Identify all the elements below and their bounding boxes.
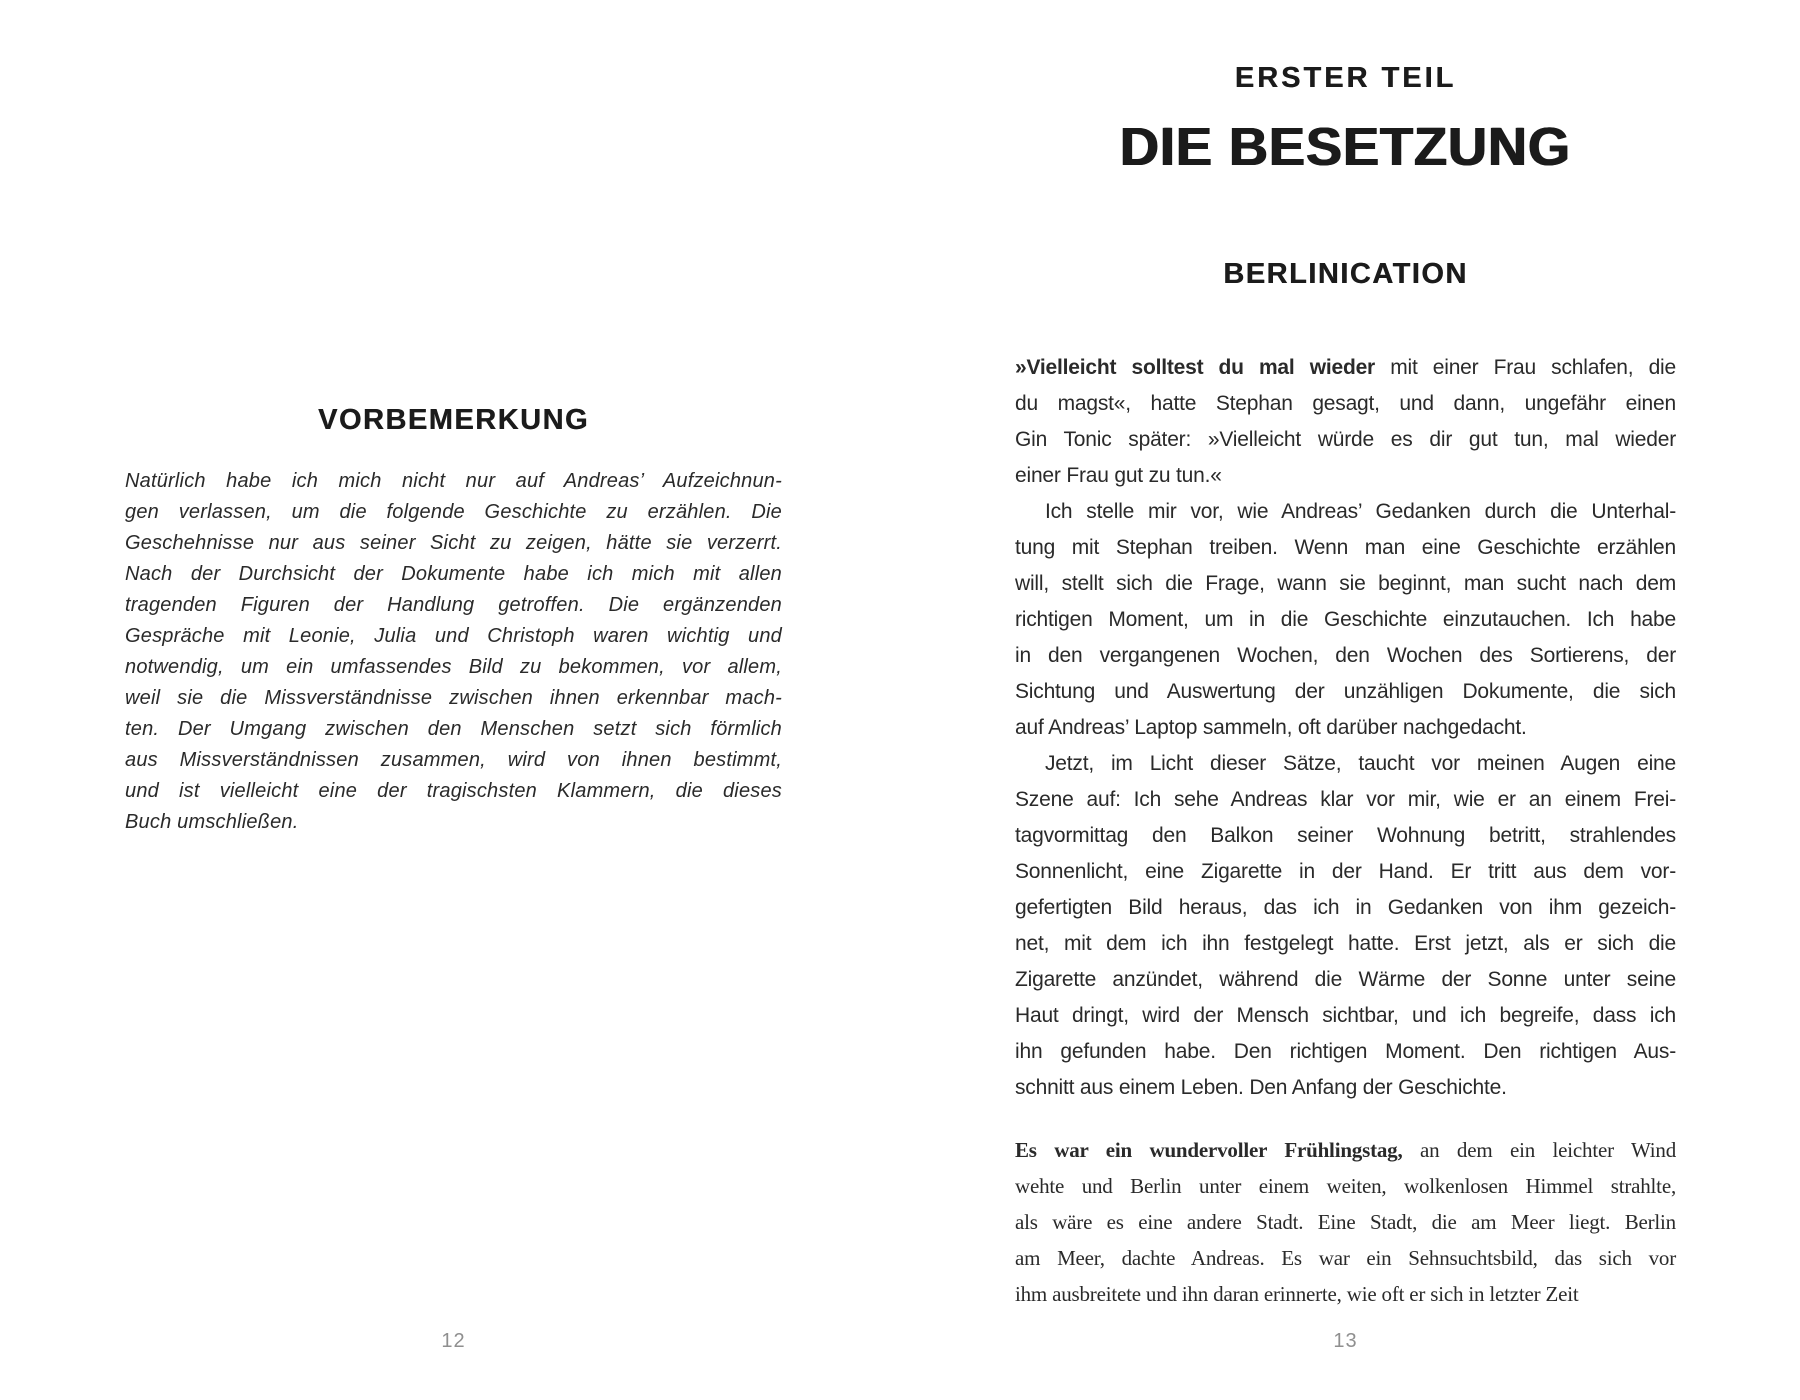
body-paragraph-4 (1015, 1132, 1676, 1312)
bold-lead-in: Es war ein wundervoller Frühlingstag, (1015, 1138, 1403, 1162)
text-line: tung mit Stephan treiben. Wenn man eine Geschichte erzählen (1015, 536, 1676, 559)
text-line: richtigen Moment, um in die Geschichte einzutauchen. Ich habe (1015, 608, 1676, 631)
text-line: Ich stelle mir vor, wie Andreas’ Gedanken durch die Unterhal- (1045, 500, 1676, 523)
text-line: aus Missverständnissen zusammen, wird von ihnen bestimmt, (125, 749, 782, 771)
text-line: tragenden Figuren der Handlung getroffen. Die ergänzenden (125, 594, 782, 616)
text-line: einer Frau gut zu tun.« (1015, 464, 1222, 487)
text-line: »Vielleicht solltest du mal wieder mit einer Frau schlafen, die (1015, 356, 1676, 379)
chapter-heading: BERLINICATION (1223, 258, 1468, 290)
text-line: Natürlich habe ich mich nicht nur auf Andreas’ Aufzeichnun- (125, 470, 782, 492)
text-line: du magst«, hatte Stephan gesagt, und dann, ungefähr einen (1015, 392, 1676, 415)
left-page (125, 0, 782, 1400)
body-paragraph-3 (1015, 746, 1676, 1106)
right-text-block (1015, 350, 1676, 1312)
preface-heading: VORBEMERKUNG (318, 404, 589, 436)
text-line: ihn gefunden habe. Den richtigen Moment. Den richtigen Aus- (1015, 1040, 1676, 1063)
text-line: weil sie die Missverständnisse zwischen ihnen erkennbar mach- (125, 687, 782, 709)
text-line: gefertigten Bild heraus, das ich in Gedanken von ihm gezeich- (1015, 896, 1676, 919)
text-line: ihm ausbreitete und ihn daran erinnerte, wie oft er sich in letzter Zeit (1015, 1282, 1579, 1306)
text-line: in den vergangenen Wochen, den Wochen des Sortierens, der (1015, 644, 1676, 667)
bold-lead-in: »Vielleicht solltest du mal wieder (1015, 356, 1376, 379)
text-line: als wäre es eine andere Stadt. Eine Stadt, die am Meer liegt. Berlin (1015, 1210, 1676, 1234)
text-line: Gespräche mit Leonie, Julia und Christoph waren wichtig und (125, 625, 782, 647)
text-line: will, stellt sich die Frage, wann sie beginnt, man sucht nach dem (1015, 572, 1676, 595)
text-line: Gin Tonic später: »Vielleicht würde es dir gut tun, mal wieder (1015, 428, 1676, 451)
page-number-left: 12 (441, 1330, 466, 1352)
text-line: am Meer, dachte Andreas. Es war ein Sehnsuchtsbild, das sich vor (1015, 1246, 1676, 1270)
text-line: tagvormittag den Balkon seiner Wohnung betritt, strahlendes (1015, 824, 1676, 847)
text-line: Szene auf: Ich sehe Andreas klar vor mir, wie er an einem Frei- (1015, 788, 1676, 811)
text-line: wehte und Berlin unter einem weiten, wolkenlosen Himmel strahlte, (1015, 1174, 1676, 1198)
text-line: Haut dringt, wird der Mensch sichtbar, und ich begreife, dass ich (1015, 1004, 1676, 1027)
text-line: Es war ein wundervoller Frühlingstag, an dem ein leichter Wind (1015, 1138, 1676, 1162)
text-line: Sonnenlicht, eine Zigarette in der Hand. Er tritt aus dem vor- (1015, 860, 1676, 883)
body-paragraph-1 (1015, 350, 1676, 494)
text-line: Buch umschließen. (125, 811, 299, 833)
text-line: gen verlassen, um die folgende Geschichte zu erzählen. Die (125, 501, 782, 523)
text-line: Jetzt, im Licht dieser Sätze, taucht vor meinen Augen eine (1045, 752, 1676, 775)
text-line: Geschehnisse nur aus seiner Sicht zu zeigen, hätte sie verzerrt. (125, 532, 782, 554)
text-line: notwendig, um ein umfassendes Bild zu bekommen, vor allem, (125, 656, 782, 678)
text-line: auf Andreas’ Laptop sammeln, oft darüber nachgedacht. (1015, 716, 1527, 739)
text-line: schnitt aus einem Leben. Den Anfang der Geschichte. (1015, 1076, 1507, 1099)
part-title: DIE BESETZUNG (1119, 117, 1572, 177)
text-line: net, mit dem ich ihn festgelegt hatte. Erst jetzt, als er sich die (1015, 932, 1676, 955)
text-line: und ist vielleicht eine der tragischsten Klammern, die dieses (125, 780, 782, 802)
page-number-right: 13 (1333, 1330, 1358, 1352)
body-paragraph-2 (1015, 494, 1676, 746)
preface-paragraph (125, 466, 782, 838)
text-line: ten. Der Umgang zwischen den Menschen setzt sich förmlich (125, 718, 782, 740)
text-line: Zigarette anzündet, während die Wärme der Sonne unter seine (1015, 968, 1676, 991)
text-line: Sichtung und Auswertung der unzähligen Dokumente, die sich (1015, 680, 1676, 703)
text-line: Nach der Durchsicht der Dokumente habe ich mich mit allen (125, 563, 782, 585)
right-page (1015, 0, 1676, 1400)
part-label: ERSTER TEIL (1234, 62, 1457, 94)
left-text-block (125, 466, 782, 838)
